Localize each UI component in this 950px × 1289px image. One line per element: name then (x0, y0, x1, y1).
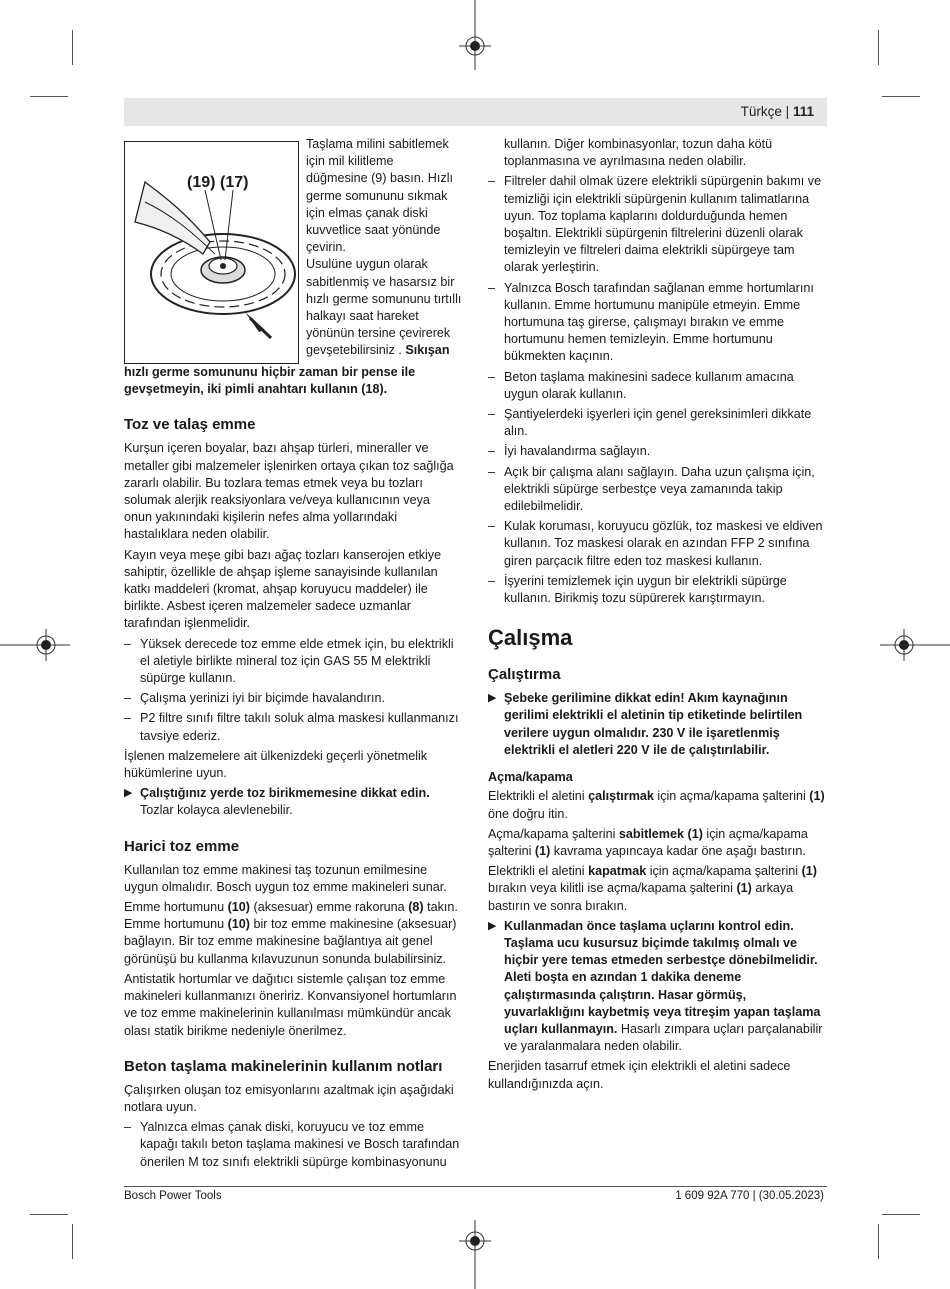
footer-rule (124, 1186, 827, 1187)
crop-mark-top-right-v (878, 30, 879, 65)
ref: (1) (801, 864, 817, 879)
text: için açma/kapama şalterini (646, 864, 802, 879)
paragraph-switch-lock (488, 826, 826, 860)
continued-text: kullanın. Diğer kombinasyonlar, tozun daha kötü toplanmasına ve ayrılmasına neden olabilir. (504, 137, 773, 169)
fig-text-line: düğmesine (9) basın. Hızlı (306, 171, 453, 186)
text: kavrama yapıncaya kadar öne aşağı bastırın. (550, 843, 806, 858)
figure-label-19: (19) (187, 174, 216, 191)
ref: (1) (687, 826, 703, 841)
dash-list-item: – Yüksek derecede toz emme elde etmek için, bu elektrikli el aletiyle birlikte mineral toz için GAS 55 M elektrikli süpürge kullanın. (124, 636, 460, 688)
emphasis: sabitlemek (618, 826, 684, 841)
crop-mark-bottom-right-v (878, 1224, 879, 1259)
dash-list-item: – P2 filtre sınıfı filtre takılı soluk alma maskesi kullanmanızı tavsiye ederiz. (124, 710, 460, 744)
paragraph: Kayın veya meşe gibi bazı ağaç tozları kanserojen etkiye sahiptir, özellikle de ahşap işleme sanayisinde kullanılan katkı maddeleri (kromat, ahşap koruyucu maddeler) ile birlikte. Asbest içeren malzemeler sadece uzmanlar tarafından işlenmelidir. (124, 547, 442, 631)
heading-harici-toz-emme: Harici toz emme (124, 837, 240, 855)
footer-brand: Bosch Power Tools (124, 1190, 222, 1202)
header-band (124, 98, 827, 126)
dash-list-item: – Açık bir çalışma alanı sağlayın. Daha uzun çalışma için, elektrikli süpürge serbestçe veya zamanında takip edilebilmelidir. (488, 464, 826, 516)
warning-bold: Kullanmadan önce taşlama uçlarını kontrol edin. Taşlama ucu kusursuz biçimde takılmış olmalı ve hiçbir yere temas etmeden serbestçe dönebilmelidir. Aleti boşta en azından 1 dakika deneme çalıştırmasında çalıştırın. Hasar görmüş, yuvarlaklığını kaybetmiş veya titreşim yapan taşlama uçları kullanmayın. (504, 918, 821, 1036)
text: için açma/kapama şalterini (488, 826, 808, 858)
triangle-bullet-icon: ▶ (124, 787, 133, 800)
crop-mark-top-left-v (72, 30, 73, 65)
paragraph-switch-off (488, 863, 826, 915)
dash-list-item: – Beton taşlama makinesini sadece kullanım amacına uygun olarak kullanın. (488, 369, 826, 403)
footer-doc-number: 1 609 92A 770 | (30.05.2023) (675, 1190, 824, 1202)
text: arkaya bastırın ve sonra bırakın. (488, 881, 794, 913)
ref: (1) (809, 789, 825, 804)
fig-text-last-line (306, 342, 466, 359)
right-column (488, 136, 826, 1096)
registration-mark-bottom (455, 1220, 495, 1289)
paragraph: Antistatik hortumlar ve dağıtıcı sistemle çalışan toz emme makineleri kullanmanızı öneririz. Konvansiyonel hortumların ve toz emme makinelerinin kullanılması mümkündür ancak olası statik birikme nedeniyle önerilmez. (124, 971, 457, 1038)
text: takın. Emme hortumunu (124, 900, 458, 932)
text: Elektrikli el aletini (488, 864, 589, 879)
warning-text: Hasarlı zımpara uçları parçalanabilir ve yaralanmalara neden olabilir. (504, 1021, 823, 1054)
dash-list-item: – Filtreler dahil olmak üzere elektrikli süpürgenin bakımı ve temizliği için elektrikli süpürgenin kullanım talimatlarına uyun. Toz toplama kaplarını doldurduğunda hemen boşaltın. Elektrikli süpürgenin filtrelerini düzenli olarak temizleyin ve filtreleri daima elektrikli süpürgeye tam olarak yerleştirin. (488, 173, 826, 276)
dash-list-item: – Şantiyelerdeki işyerleri için genel gereksinimleri dikkate alın. (488, 406, 826, 440)
ref: (1) (736, 881, 752, 896)
crop-mark-bottom-left-h (30, 1214, 68, 1215)
fig-text-line: yönünün tersine çevirerek (306, 326, 451, 341)
fig-text-last: gevşetebilirsiniz . (306, 343, 402, 358)
fig-text-bold-tail: Sıkışan (405, 343, 450, 358)
warning-bold: Çalıştığınız yerde toz birikmemesine dikkat edin. (140, 786, 430, 801)
emphasis: çalıştırmak (588, 789, 654, 804)
heading-calistirma: Çalıştırma (488, 666, 561, 684)
heading-calisma: Çalışma (488, 625, 573, 651)
fig-text-line: kuvvetlice saat yönünde (306, 223, 441, 238)
dash-list-item: – İyi havalandırma sağlayın. (488, 443, 826, 460)
figure-grinder-nut (124, 141, 299, 364)
fig-bold-warning: hızlı germe somununu hiçbir zaman bir pense ile gevşetmeyin, iki pimli anahtarı kullanın (18). (124, 365, 416, 397)
heading-beton-taslama: Beton taşlama makinelerinin kullanım notları (124, 1057, 443, 1075)
fig-text-line: için elmas çanak diski (306, 205, 428, 220)
registration-mark-right (880, 625, 950, 665)
text: bir toz emme makinesine (aksesuar) bağlayın. Bir toz emme makinesine bağlantıya ait genel görünüşü bu kullanma kılavuzunun sonunda bulabilirsiniz. (124, 917, 457, 966)
dash-list-item: – Kulak koruması, koruyucu gözlük, toz maskesi ve eldiven kullanın. Toz maskesi olarak en azından FFP 2 sınıfına giren parçacık filtre eden toz maskesi kullanın. (488, 518, 826, 570)
crop-mark-top-right-h (882, 96, 920, 97)
text: için açma/kapama şalterini (653, 789, 810, 804)
warning-bold: Şebeke gerilimine dikkat edin! Akım kaynağının gerilimi elektrikli el aletinin tip etiketinde belirtilen verilere uygun olmalıdır. 230 V ile işaretlenmiş elektrikli el aletleri 220 V ile de çalıştırılabilir. (504, 691, 803, 757)
paragraph: Kullanılan toz emme makinesi taş tozunun emilmesine uygun olmalıdır. Bosch uygun toz emme makineleri sunar. (124, 862, 447, 894)
fig-text-line: için mil kilitleme (306, 154, 394, 169)
text: öne doğru itin. (488, 806, 568, 821)
text: bırakın veya kilitli ise açma/kapama şalterini (488, 881, 737, 896)
page-header (741, 104, 814, 119)
ref: (10) (227, 900, 250, 915)
paragraph-hose (124, 899, 460, 968)
text: (aksesuar) emme rakoruna (250, 900, 409, 915)
header-separator: | (785, 104, 790, 119)
left-column (124, 364, 460, 1174)
crop-mark-top-left-h (30, 96, 68, 97)
ref: (1) (534, 843, 551, 858)
crop-mark-bottom-left-v (72, 1224, 73, 1259)
figure-label-17: (17) (220, 174, 249, 191)
registration-mark-left (0, 625, 70, 665)
warning-text: Tozlar kolayca alevlenebilir. (140, 803, 293, 818)
ref: (8) (408, 900, 424, 915)
figure-side-text (306, 136, 466, 360)
warning-item (124, 785, 460, 819)
paragraph: İşlenen malzemelere ait ülkenizdeki geçerli yönetmelik hükümlerine uyun. (124, 748, 428, 781)
triangle-bullet-icon: ▶ (488, 919, 497, 932)
heading-toz-ve-talas-emme: Toz ve talaş emme (124, 416, 256, 434)
paragraph: Kurşun içeren boyalar, bazı ahşap türleri, mineraller ve metaller gibi malzemeler işlenirken ortaya çıkan toz sağlığa zararlı olabilir. Bu tozlara temas etmek veya bu tozları solumak alerjik reaksiyonlara ve/veya kullanıcının veya onun yakınındaki kişilerin nefes alma yollarındaki hastalıklara neden olabilir. (124, 441, 454, 542)
dash-list-item: – Yalnızca Bosch tarafından sağlanan emme hortumlarını kullanın. Emme hortumunu manipüle etmeyin. Emme hortumuna taş girerse, çalışmayı bırakın ve emme hortumunu hemen temizleyin. Emme hortumunu bükmekten kaçının. (488, 280, 826, 366)
dash-list-item: – Yalnızca elmas çanak diski, koruyucu ve toz emme kapağı takılı beton taşlama makinesi ve Bosch tarafından önerilen M toz sınıfı elektrikli süpürge kombinasyonunu (124, 1119, 460, 1171)
fig-text-line: halkayı saat hareket (306, 309, 419, 324)
paragraph: Çalışırken oluşan toz emisyonlarını azaltmak için aşağıdaki notlara uyun. (124, 1082, 454, 1114)
header-language: Türkçe (740, 104, 782, 119)
warning-item (488, 918, 826, 1056)
page-number: 111 (792, 104, 814, 119)
emphasis: kapatmak (588, 864, 647, 879)
dash-list-item: – Çalışma yerinizi iyi bir biçimde havalandırın. (124, 690, 460, 707)
fig-text-line: hızlı germe somununu tırtıllı (306, 291, 462, 306)
warning-item (488, 690, 826, 759)
text: Açma/kapama şalterini (488, 826, 619, 841)
text: Emme hortumunu (124, 900, 228, 915)
fig-text-line: çevirin. (306, 240, 346, 255)
crop-mark-bottom-right-h (882, 1214, 920, 1215)
text: Elektrikli el aletini (488, 789, 589, 804)
paragraph: Enerjiden tasarruf etmek için elektrikli el aletini sadece kullandığınızda açın. (488, 1059, 791, 1091)
triangle-bullet-icon: ▶ (488, 692, 497, 705)
fig-text-line: Usulüne uygun olarak (306, 257, 428, 272)
dash-list-item: – İşyerini temizlemek için uygun bir elektrikli süpürge kullanın. Birikmiş tozu süpürerek karıştırmayın. (488, 573, 826, 607)
heading-acma-kapama: Açma/kapama (488, 770, 573, 785)
registration-mark-top (455, 0, 495, 70)
fig-text-line: sabitlenmiş ve hasarsız bir (306, 274, 455, 289)
fig-text-line: Taşlama milini sabitlemek (306, 137, 449, 151)
ref: (10) (227, 917, 250, 932)
paragraph-switch-on (488, 788, 826, 822)
fig-text-line: germe somununu sıkmak (306, 188, 448, 203)
